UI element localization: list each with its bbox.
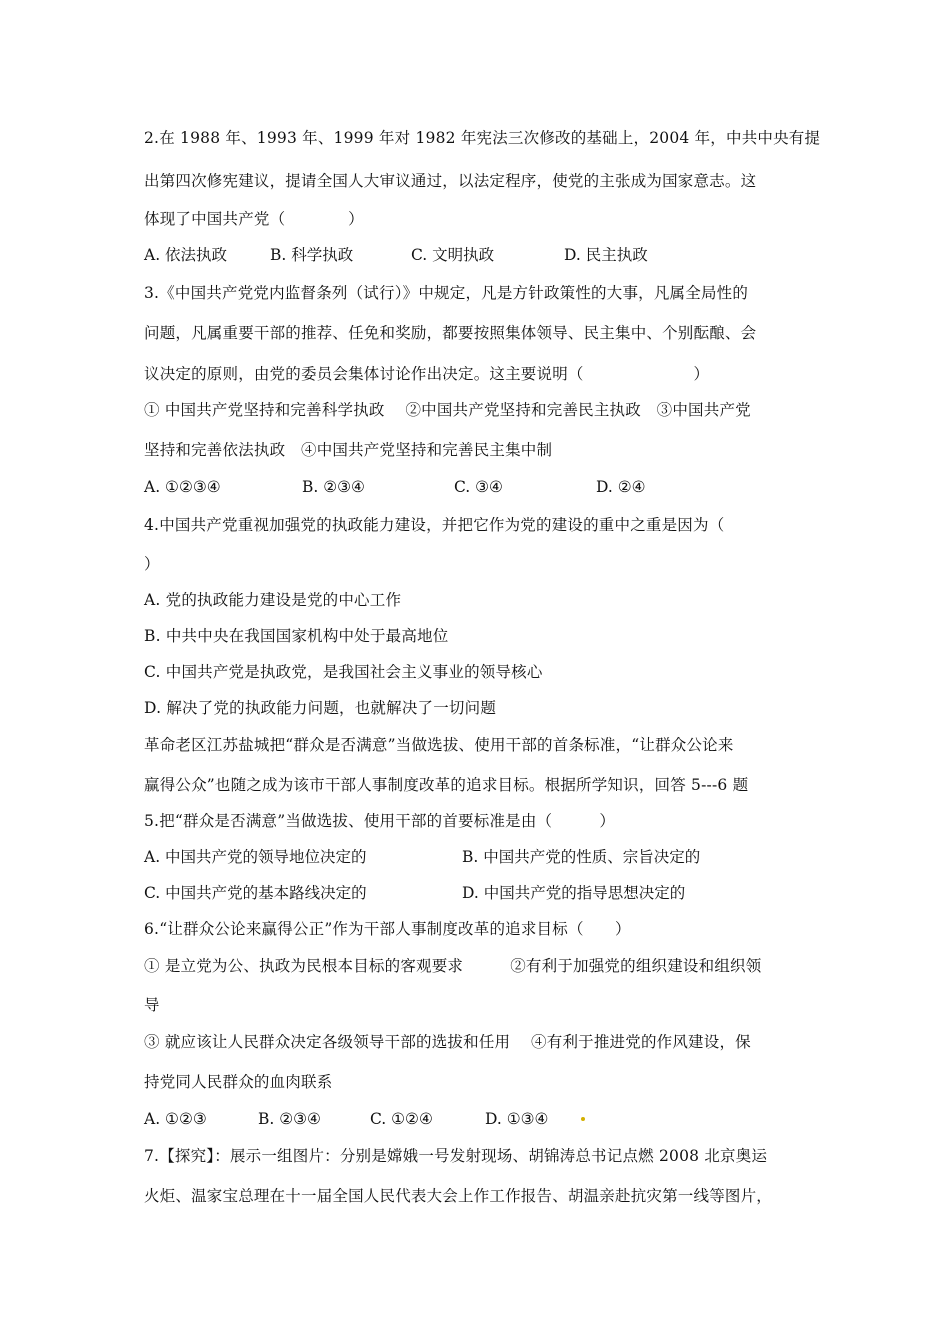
q5-option-a: A. 中国共产党的领导地位决定的 xyxy=(144,848,367,866)
q3-option-a: A. ①②③④ xyxy=(144,478,221,496)
q6-line-5: 持党同人民群众的血肉联系 xyxy=(144,1073,333,1091)
q6-option-b: B. ②③④ xyxy=(258,1110,321,1128)
q3-option-b: B. ②③④ xyxy=(302,478,365,496)
q3-line-5: 坚持和完善依法执政 ④中国共产党坚持和完善民主集中制 xyxy=(144,441,553,459)
q3-line-2: 问题，凡属重要干部的推荐、任免和奖励，都要按照集体领导、民主集中、个别酝酿、会 xyxy=(144,324,757,342)
q6-line-3: 导 xyxy=(144,996,160,1014)
q5-line-1: 5.把“群众是否满意”当做选拔、使用干部的首要标准是由（ ） xyxy=(144,812,616,830)
q3-option-d: D. ②④ xyxy=(596,478,646,496)
q2-option-c: C. 文明执政 xyxy=(411,246,495,264)
q2-option-a: A. 依法执政 xyxy=(144,246,228,264)
q4-line-1: 4.中国共产党重视加强党的执政能力建设，并把它作为党的建设的重中之重是因为（ xyxy=(144,516,725,534)
q3-line-1: 3.《中国共产党党内监督条列（试行）》中规定，凡是方针政策性的大事，凡属全局性的 xyxy=(144,284,749,302)
q3-line-3: 议决定的原则，由党的委员会集体讨论作出决定。这主要说明（ ） xyxy=(144,365,710,383)
q3-line-4: ① 中国共产党坚持和完善科学执政 ②中国共产党坚持和完善民主执政 ③中国共产党 xyxy=(144,401,751,419)
q2-option-b: B. 科学执政 xyxy=(270,246,354,264)
q6-option-c: C. ①②④ xyxy=(370,1110,433,1128)
q4-option-a: A. 党的执政能力建设是党的中心工作 xyxy=(144,591,402,609)
q4-line-2: ） xyxy=(144,555,160,573)
q6-option-d: D. ①③④ xyxy=(485,1110,549,1128)
q4-option-d: D. 解决了党的执政能力问题，也就解决了一切问题 xyxy=(144,699,497,717)
q5-option-c: C. 中国共产党的基本路线决定的 xyxy=(144,884,367,902)
q6-line-4: ③ 就应该让人民群众决定各级领导干部的选拔和任用 ④有利于推进党的作风建设，保 xyxy=(144,1033,751,1051)
q4-option-b: B. 中共中央在我国国家机构中处于最高地位 xyxy=(144,627,449,645)
q4-option-c: C. 中国共产党是执政党，是我国社会主义事业的领导核心 xyxy=(144,663,543,681)
q5-option-b: B. 中国共产党的性质、宗旨决定的 xyxy=(462,848,701,866)
q3-option-c: C. ③④ xyxy=(454,478,503,496)
q7-line-1: 7.【探究】：展示一组图片：分别是嫦娥一号发射现场、胡锦涛总书记点燃 2008 北京奥运 xyxy=(144,1147,768,1165)
q6-line-1: 6.“让群众公论来赢得公正”作为干部人事制度改革的追求目标（ ） xyxy=(144,920,631,938)
q6-option-a: A. ①②③ xyxy=(144,1110,207,1128)
q2-line-3: 体现了中国共产党（ ） xyxy=(144,210,364,228)
q5-option-d: D. 中国共产党的指导思想决定的 xyxy=(462,884,686,902)
q7-line-2: 火炬、温家宝总理在十一届全国人民代表大会上作工作报告、胡温亲赴抗灾第一线等图片， xyxy=(144,1187,773,1205)
q2-line-1: 2.在 1988 年、1993 年、1999 年对 1982 年宪法三次修改的基础上，2004 年，中共中央有提 xyxy=(144,129,821,147)
intro-line-1: 革命老区江苏盐城把“群众是否满意”当做选拔、使用干部的首条标准，“让群众公论来 xyxy=(144,736,734,754)
yellow-mark-dot xyxy=(581,1117,585,1121)
q2-line-2: 出第四次修宪建议，提请全国人大审议通过，以法定程序，使党的主张成为国家意志。这 xyxy=(144,172,757,190)
q6-line-2: ① 是立党为公、执政为民根本目标的客观要求 ②有利于加强党的组织建设和组织领 xyxy=(144,957,762,975)
intro-line-2: 赢得公众”也随之成为该市干部人事制度改革的追求目标。根据所学知识，回答 5---6 题 xyxy=(144,776,749,794)
q2-option-d: D. 民主执政 xyxy=(564,246,648,264)
